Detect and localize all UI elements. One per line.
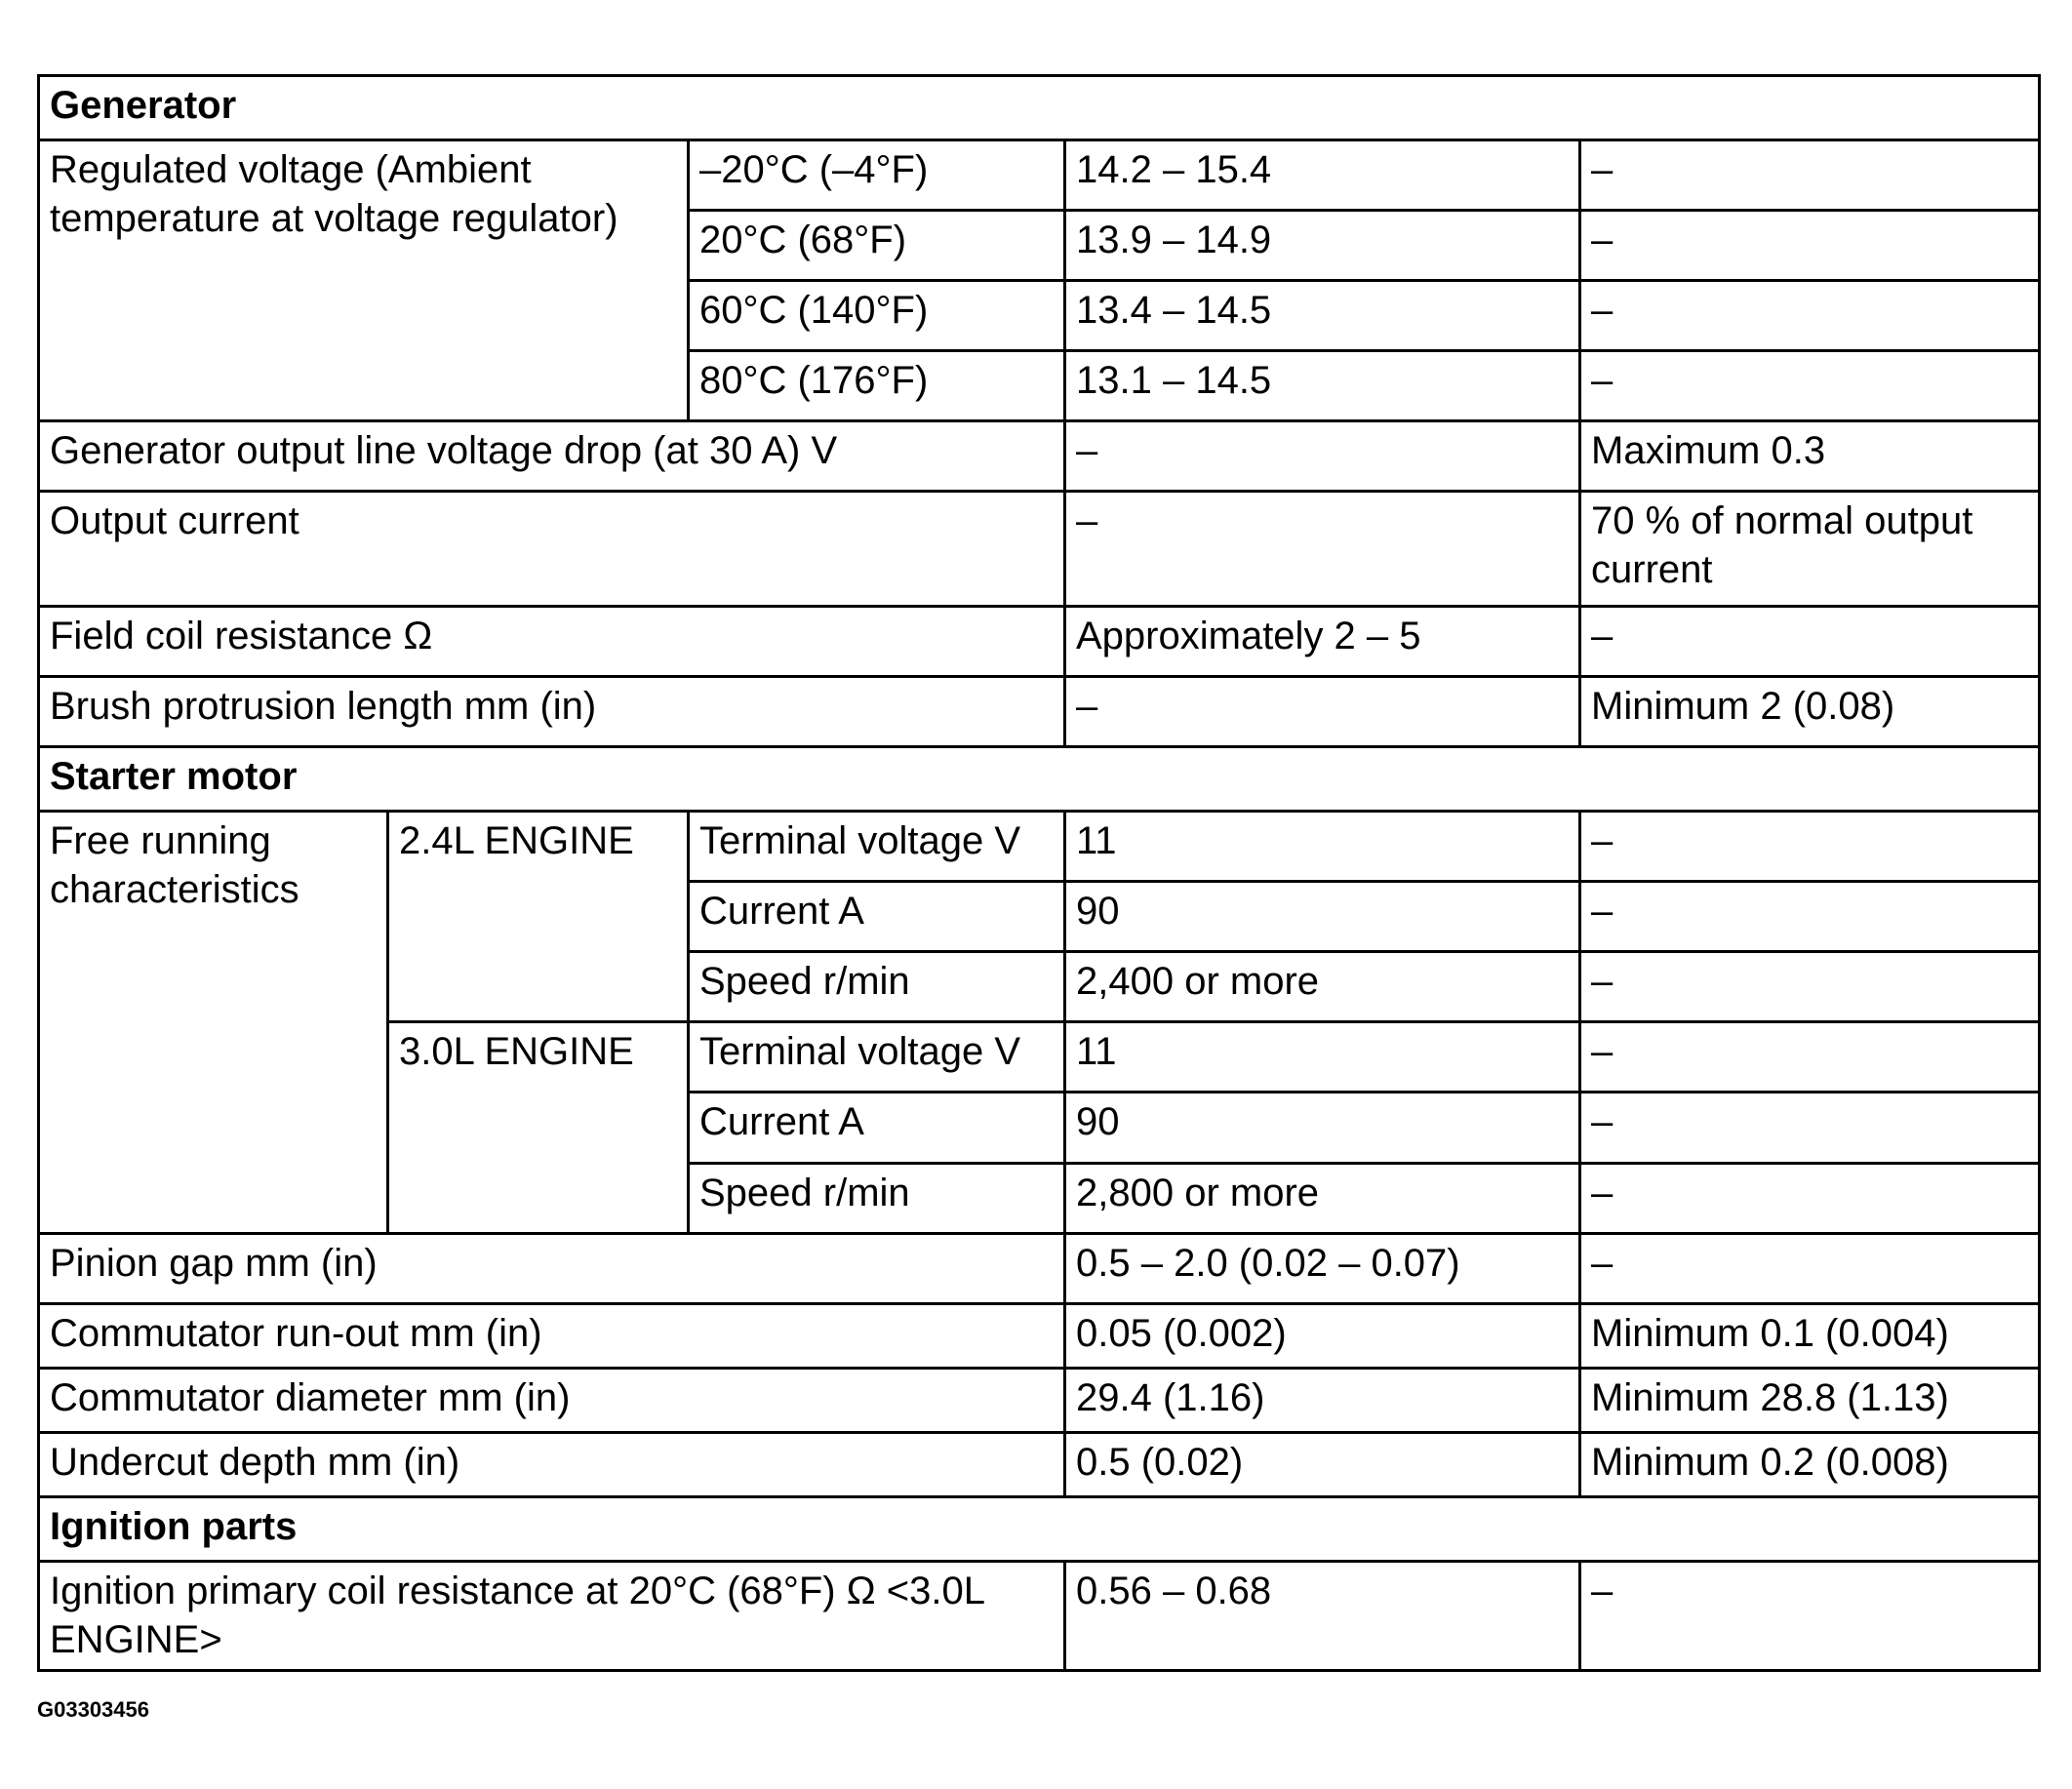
temperature-cell: 60°C (140°F) [689,281,1065,351]
standard-value-cell: 2,800 or more [1065,1163,1580,1233]
spec-label-cell: Output current [39,492,1065,607]
spec-label-cell: Generator output line voltage drop (at 30 A) V [39,421,1065,492]
standard-value-cell: 0.05 (0.002) [1065,1303,1580,1368]
temperature-cell: 80°C (176°F) [689,351,1065,421]
spec-label-cell: Ignition primary coil resistance at 20°C (68°F) Ω <3.0L ENGINE> [39,1561,1065,1670]
limit-cell: – [1580,812,2040,882]
spec-label-cell: Commutator diameter mm (in) [39,1368,1065,1432]
spec-label-cell: Commutator run-out mm (in) [39,1303,1065,1368]
limit-cell: – [1580,882,2040,952]
limit-cell: – [1580,952,2040,1022]
limit-cell: – [1580,1022,2040,1093]
engine-label-2-4l: 2.4L ENGINE [388,812,689,1022]
temperature-cell: 20°C (68°F) [689,211,1065,281]
limit-cell: Minimum 28.8 (1.13) [1580,1368,2040,1432]
section-heading-ignition-parts: Ignition parts [39,1496,2040,1561]
standard-value-cell: 0.5 (0.02) [1065,1432,1580,1496]
regulated-voltage-label: Regulated voltage (Ambient temperature at voltage regulator) [39,140,689,421]
standard-value-cell: 90 [1065,1093,1580,1163]
spec-label-cell: Brush protrusion length mm (in) [39,677,1065,747]
parameter-cell: Speed r/min [689,1163,1065,1233]
limit-cell: 70 % of normal output current [1580,492,2040,607]
standard-value-cell: 13.9 – 14.9 [1065,211,1580,281]
temperature-cell: –20°C (–4°F) [689,140,1065,211]
standard-value-cell: 13.1 – 14.5 [1065,351,1580,421]
limit-cell: – [1580,1233,2040,1303]
limit-cell: Minimum 2 (0.08) [1580,677,2040,747]
specification-table [37,74,2041,1672]
limit-cell: – [1580,281,2040,351]
spec-label-cell: Pinion gap mm (in) [39,1233,1065,1303]
limit-cell: – [1580,351,2040,421]
engine-label-3-0l: 3.0L ENGINE [388,1022,689,1233]
standard-value-cell: 11 [1065,1022,1580,1093]
limit-cell: Maximum 0.3 [1580,421,2040,492]
standard-value-cell: – [1065,677,1580,747]
parameter-cell: Current A [689,1093,1065,1163]
spec-label-cell: Field coil resistance Ω [39,607,1065,677]
standard-value-cell: 11 [1065,812,1580,882]
standard-value-cell: Approximately 2 – 5 [1065,607,1580,677]
figure-id: G03303456 [37,1697,149,1722]
spec-label-cell: Undercut depth mm (in) [39,1432,1065,1496]
standard-value-cell: – [1065,492,1580,607]
limit-cell: – [1580,607,2040,677]
parameter-cell: Terminal voltage V [689,1022,1065,1093]
standard-value-cell: 90 [1065,882,1580,952]
standard-value-cell: 0.56 – 0.68 [1065,1561,1580,1670]
limit-cell: Minimum 0.2 (0.008) [1580,1432,2040,1496]
parameter-cell: Terminal voltage V [689,812,1065,882]
free-running-label: Free running characteristics [39,812,388,1233]
limit-cell: – [1580,140,2040,211]
limit-cell: – [1580,211,2040,281]
limit-cell: Minimum 0.1 (0.004) [1580,1303,2040,1368]
parameter-cell: Current A [689,882,1065,952]
standard-value-cell: 14.2 – 15.4 [1065,140,1580,211]
standard-value-cell: 29.4 (1.16) [1065,1368,1580,1432]
parameter-cell: Speed r/min [689,952,1065,1022]
standard-value-cell: 13.4 – 14.5 [1065,281,1580,351]
standard-value-cell: 0.5 – 2.0 (0.02 – 0.07) [1065,1233,1580,1303]
section-heading-generator: Generator [39,76,2040,140]
standard-value-cell: – [1065,421,1580,492]
standard-value-cell: 2,400 or more [1065,952,1580,1022]
limit-cell: – [1580,1561,2040,1670]
limit-cell: – [1580,1093,2040,1163]
limit-cell: – [1580,1163,2040,1233]
section-heading-starter-motor: Starter motor [39,747,2040,812]
